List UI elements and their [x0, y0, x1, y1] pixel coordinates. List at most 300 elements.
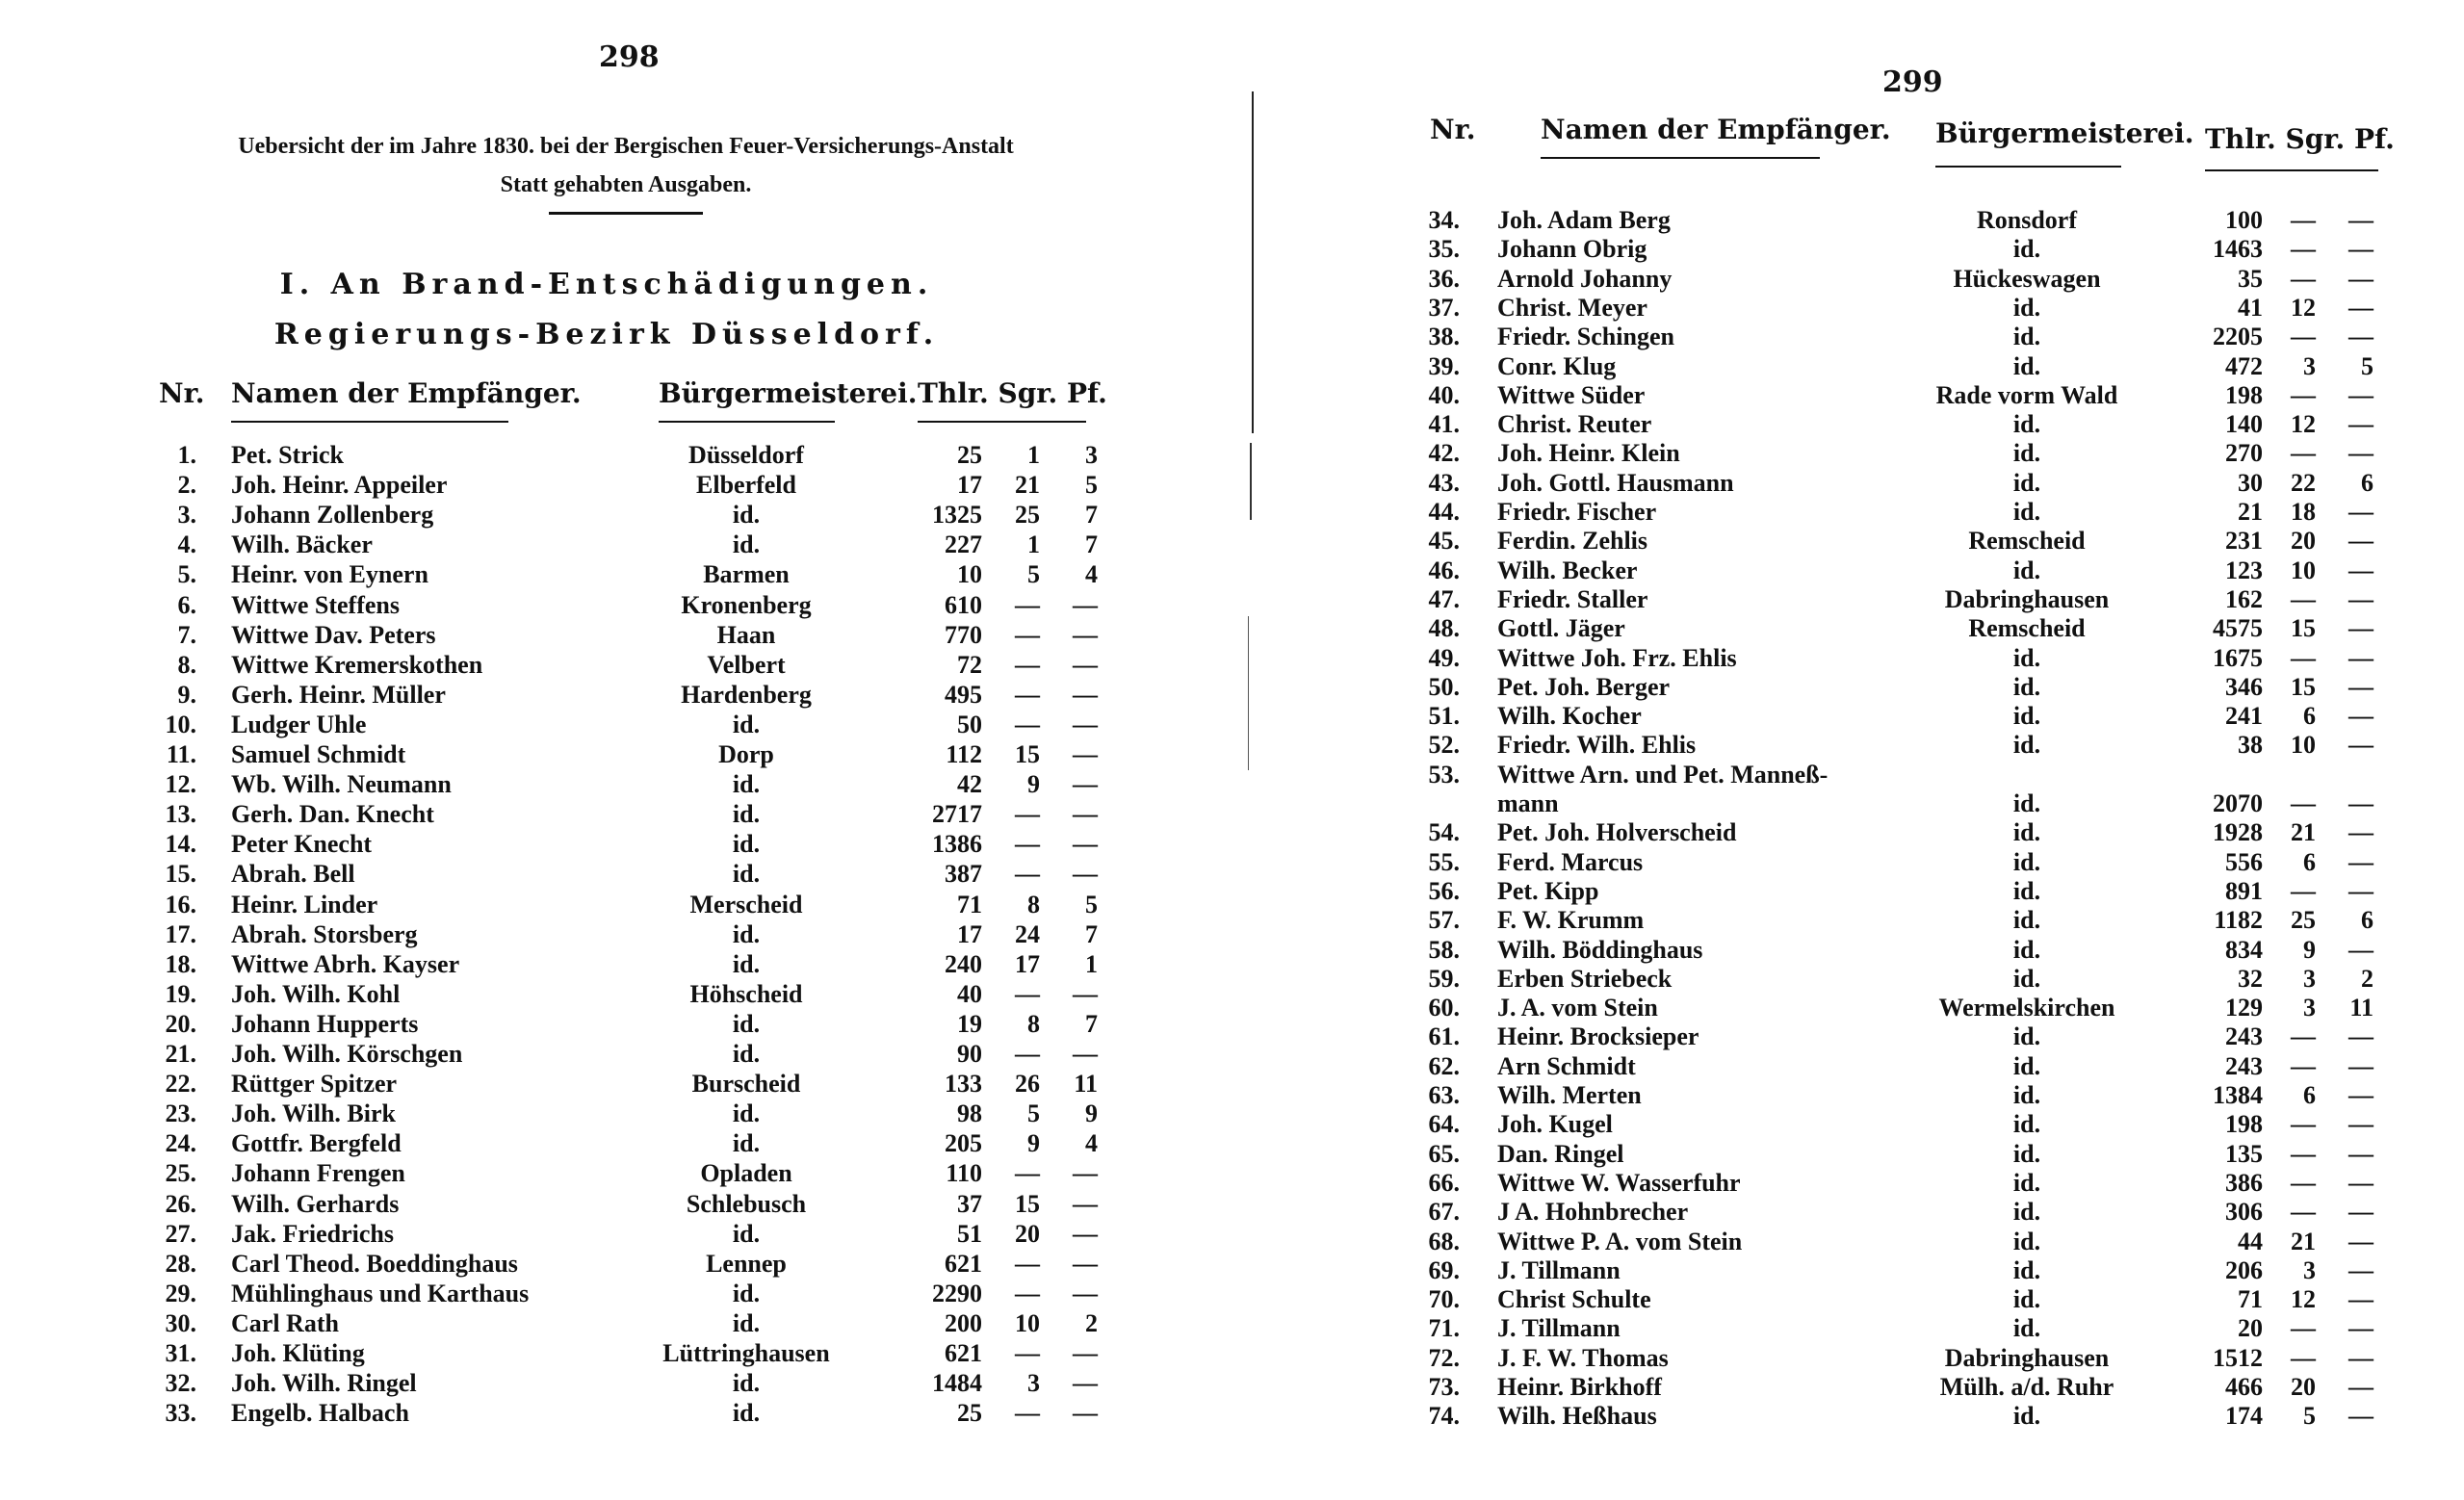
amount-silbergroschen: —	[2291, 1022, 2316, 1051]
municipality: id.	[732, 1219, 761, 1248]
municipality: Burscheid	[691, 1070, 801, 1099]
amount-silbergroschen: 12	[2291, 410, 2316, 439]
amount-silbergroschen: 26	[1015, 1070, 1040, 1099]
amount-pfennig: —	[2348, 1373, 2373, 1401]
amount-thaler: 205	[945, 1129, 982, 1158]
header-place: Bürgermeisterei.	[659, 377, 918, 409]
amount-silbergroschen: 8	[1027, 1009, 1040, 1038]
header-place-rule	[1935, 166, 2121, 168]
table-row	[1242, 1256, 2464, 1286]
municipality: Dorp	[718, 740, 774, 768]
amount-pfennig: —	[2348, 323, 2373, 351]
recipient-name: Wilh. Gerhards	[231, 1189, 400, 1218]
recipient-name: Arn Schmidt	[1497, 1051, 1636, 1080]
entry-number: 67.	[1428, 1198, 1460, 1227]
amount-pfennig: —	[1073, 590, 1098, 619]
recipient-name: Christ. Meyer	[1497, 293, 1647, 322]
recipient-name: Heinr. Brocksieper	[1497, 1022, 1699, 1051]
amount-pfennig: 9	[1085, 1099, 1098, 1128]
entry-number: 43.	[1428, 468, 1460, 497]
amount-silbergroschen: 17	[1015, 949, 1040, 978]
amount-thaler: 51	[957, 1219, 982, 1248]
amount-pfennig: —	[2348, 1051, 2373, 1080]
entry-number: 33.	[165, 1399, 196, 1428]
municipality: Wermelskirchen	[1938, 994, 2115, 1022]
table-row	[1242, 965, 2464, 995]
amount-pfennig: 11	[1074, 1070, 1098, 1099]
entry-number: 58.	[1428, 935, 1460, 964]
municipality: id.	[732, 949, 761, 978]
municipality: Elberfeld	[696, 471, 796, 500]
municipality: id.	[2012, 1081, 2041, 1109]
recipient-name: Pet. Joh. Berger	[1497, 672, 1671, 701]
table-row	[0, 471, 1213, 501]
table-row	[1242, 994, 2464, 1023]
amount-thaler: 30	[2238, 468, 2263, 497]
recipient-name: Johann Frengen	[231, 1159, 405, 1188]
recipient-name: Friedr. Fischer	[1497, 498, 1657, 526]
recipient-name: J. A. vom Stein	[1497, 994, 1658, 1022]
recipient-name: Wittwe Abrh. Kayser	[231, 949, 460, 978]
amount-silbergroschen: 10	[1015, 1308, 1040, 1337]
amount-pfennig: 7	[1085, 1009, 1098, 1038]
recipient-name: Wittwe Joh. Frz. Ehlis	[1497, 643, 1737, 672]
amount-thaler: 174	[2225, 1402, 2263, 1431]
recipient-name: Heinr. Birkhoff	[1497, 1373, 1662, 1401]
table-row	[1242, 381, 2464, 411]
table-row	[0, 1220, 1213, 1250]
entry-number: 15.	[165, 860, 196, 889]
entry-number: 59.	[1428, 964, 1460, 993]
amount-silbergroschen: —	[2291, 584, 2316, 613]
entry-number: 55.	[1428, 847, 1460, 876]
amount-thaler: 17	[957, 471, 982, 500]
amount-thaler: 241	[2225, 702, 2263, 731]
table-row	[0, 1040, 1213, 1070]
header-money-rule	[2205, 169, 2378, 171]
entry-number: 38.	[1428, 323, 1460, 351]
amount-thaler: 19	[957, 1009, 982, 1038]
amount-silbergroschen: —	[1015, 590, 1040, 619]
amount-silbergroschen: 20	[2291, 527, 2316, 556]
amount-pfennig: —	[2348, 556, 2373, 584]
table-row	[1242, 265, 2464, 295]
table-row	[0, 1129, 1213, 1159]
amount-silbergroschen: —	[1015, 1279, 1040, 1307]
entry-number: 27.	[165, 1219, 196, 1248]
amount-pfennig: —	[2348, 235, 2373, 264]
entry-number: 36.	[1428, 264, 1460, 293]
table-row	[0, 1339, 1213, 1369]
entry-number: 39.	[1428, 351, 1460, 380]
municipality: id.	[732, 501, 761, 530]
entry-number: 68.	[1428, 1227, 1460, 1255]
table-row	[1242, 1081, 2464, 1111]
municipality: id.	[2012, 1139, 2041, 1168]
table-row	[1242, 1140, 2464, 1170]
amount-thaler: 770	[945, 620, 982, 649]
recipient-name: J. F. W. Thomas	[1497, 1343, 1669, 1372]
amount-silbergroschen: 20	[1015, 1219, 1040, 1248]
amount-thaler: 17	[957, 919, 982, 948]
table-row	[0, 621, 1213, 651]
amount-silbergroschen: —	[1015, 1040, 1040, 1068]
section-heading: I. An Brand-Entschädigungen.	[279, 268, 934, 301]
entry-number: 32.	[165, 1369, 196, 1398]
table-row	[0, 1399, 1213, 1429]
amount-pfennig: 1	[1085, 949, 1098, 978]
entry-number: 24.	[165, 1129, 196, 1158]
municipality: Mülh. a/d. Ruhr	[1939, 1373, 2114, 1401]
entry-number: 1.	[177, 441, 196, 469]
recipient-name: Pet. Joh. Holverscheid	[1497, 818, 1737, 847]
amount-thaler: 2205	[2213, 323, 2263, 351]
amount-pfennig: —	[2348, 731, 2373, 760]
amount-silbergroschen: —	[2291, 1110, 2316, 1139]
municipality: id.	[2012, 935, 2041, 964]
header-money-rule	[918, 421, 1086, 423]
amount-silbergroschen: —	[2291, 439, 2316, 468]
municipality: Barmen	[703, 560, 790, 589]
table-row	[0, 441, 1213, 471]
recipient-name: Joh. Gottl. Hausmann	[1497, 468, 1734, 497]
table-row	[1242, 439, 2464, 469]
amount-pfennig: —	[2348, 380, 2373, 409]
amount-thaler: 42	[957, 770, 982, 799]
municipality: Höhscheid	[689, 979, 803, 1008]
table-row	[0, 1280, 1213, 1309]
amount-thaler: 495	[945, 680, 982, 709]
recipient-name: Wilh. Merten	[1497, 1081, 1642, 1109]
municipality: Remscheid	[1968, 527, 2086, 556]
recipient-name: Ferdin. Zehlis	[1497, 527, 1648, 556]
entry-number: 66.	[1428, 1168, 1460, 1197]
recipient-name: Wittwe Arn. und Pet. Manneß-	[1497, 760, 1829, 789]
amount-silbergroschen: 3	[2303, 964, 2316, 993]
municipality: id.	[2012, 556, 2041, 584]
entry-number: 28.	[165, 1249, 196, 1278]
amount-silbergroschen: 5	[1027, 1099, 1040, 1128]
table-row	[0, 591, 1213, 621]
amount-pfennig: —	[2348, 614, 2373, 643]
recipient-name: Jak. Friedrichs	[231, 1219, 394, 1248]
entry-number: 73.	[1428, 1373, 1460, 1401]
municipality: id.	[2012, 1227, 2041, 1255]
header-name: Namen der Empfänger.	[1541, 114, 1891, 145]
table-row	[1242, 1110, 2464, 1140]
amount-silbergroschen: —	[1015, 1399, 1040, 1428]
amount-thaler: 1325	[932, 501, 982, 530]
amount-thaler: 21	[2238, 498, 2263, 526]
municipality: id.	[2012, 1314, 2041, 1343]
amount-pfennig: —	[1073, 860, 1098, 889]
amount-pfennig: —	[2348, 1314, 2373, 1343]
amount-pfennig: —	[2348, 789, 2373, 817]
amount-silbergroschen: —	[2291, 1139, 2316, 1168]
right-page	[1242, 0, 2464, 1500]
municipality: id.	[2012, 643, 2041, 672]
amount-silbergroschen: 20	[2291, 1373, 2316, 1401]
amount-thaler: 72	[957, 650, 982, 679]
table-row	[1242, 206, 2464, 236]
municipality: Dabringhausen	[1944, 584, 2110, 613]
table-row	[0, 651, 1213, 681]
table-row	[0, 560, 1213, 590]
amount-silbergroschen: 15	[2291, 672, 2316, 701]
amount-thaler: 133	[945, 1070, 982, 1099]
amount-pfennig: —	[1073, 650, 1098, 679]
amount-pfennig: —	[1073, 680, 1098, 709]
amount-silbergroschen: —	[1015, 830, 1040, 859]
amount-thaler: 556	[2225, 847, 2263, 876]
recipient-name: Joh. Wilh. Kohl	[231, 979, 401, 1008]
municipality: id.	[2012, 498, 2041, 526]
amount-silbergroschen: 3	[2303, 351, 2316, 380]
header-place-rule	[659, 421, 835, 423]
municipality: id.	[2012, 702, 2041, 731]
municipality: id.	[2012, 1168, 2041, 1197]
entry-number: 52.	[1428, 731, 1460, 760]
recipient-name: Carl Rath	[231, 1308, 339, 1337]
amount-silbergroschen: 9	[2303, 935, 2316, 964]
entry-number: 37.	[1428, 293, 1460, 322]
recipient-name: Mühlinghaus und Karthaus	[231, 1279, 530, 1307]
recipient-name: Joh. Heinr. Appeiler	[231, 471, 448, 500]
municipality: id.	[2012, 847, 2041, 876]
amount-silbergroschen: —	[2291, 206, 2316, 234]
amount-thaler: 2717	[932, 800, 982, 829]
entry-number: 26.	[165, 1189, 196, 1218]
table-row	[0, 740, 1213, 770]
amount-pfennig: —	[1073, 800, 1098, 829]
amount-thaler: 25	[957, 441, 982, 469]
recipient-name: Wilh. Bäcker	[231, 530, 373, 559]
amount-pfennig: —	[1073, 740, 1098, 768]
amount-silbergroschen: 6	[2303, 847, 2316, 876]
amount-thaler: 1512	[2213, 1343, 2263, 1372]
entry-number: 44.	[1428, 498, 1460, 526]
amount-silbergroschen: —	[1015, 1339, 1040, 1367]
recipient-name: Heinr. von Eynern	[231, 560, 428, 589]
entry-number: 12.	[165, 770, 196, 799]
entry-number: 25.	[165, 1159, 196, 1188]
recipient-name: Joh. Adam Berg	[1497, 206, 1671, 234]
recipient-name: Joh. Heinr. Klein	[1497, 439, 1680, 468]
entry-number: 34.	[1428, 206, 1460, 234]
amount-thaler: 231	[2225, 527, 2263, 556]
amount-pfennig: 4	[1085, 560, 1098, 589]
table-row	[1242, 352, 2464, 382]
municipality: Remscheid	[1968, 614, 2086, 643]
amount-pfennig: —	[2348, 1343, 2373, 1372]
municipality: Hardenberg	[681, 680, 812, 709]
amount-thaler: 240	[945, 949, 982, 978]
recipient-name: Wilh. Kocher	[1497, 702, 1642, 731]
municipality: Velbert	[707, 650, 786, 679]
municipality: id.	[732, 710, 761, 738]
municipality: id.	[732, 1040, 761, 1068]
amount-silbergroschen: 21	[1015, 471, 1040, 500]
entry-number: 53.	[1428, 760, 1460, 789]
recipient-name: Gottfr. Bergfeld	[231, 1129, 402, 1158]
amount-pfennig: 11	[2349, 994, 2373, 1022]
municipality: id.	[2012, 672, 2041, 701]
entry-number: 31.	[165, 1339, 196, 1367]
entry-number: 5.	[177, 560, 196, 589]
amount-thaler: 610	[945, 590, 982, 619]
document-title-line2: Statt gehabten Ausgaben.	[500, 172, 752, 197]
municipality: id.	[2012, 235, 2041, 264]
amount-thaler: 243	[2225, 1051, 2263, 1080]
table-row	[0, 1099, 1213, 1129]
entry-number: 63.	[1428, 1081, 1460, 1109]
amount-silbergroschen: 8	[1027, 890, 1040, 918]
amount-thaler: 270	[2225, 439, 2263, 468]
recipient-name: Ferd. Marcus	[1497, 847, 1644, 876]
table-row	[1242, 731, 2464, 761]
table-row	[1242, 556, 2464, 586]
amount-pfennig: —	[2348, 876, 2373, 905]
recipient-name: J. Tillmann	[1497, 1314, 1621, 1343]
municipality: Rade vorm Wald	[1935, 380, 2118, 409]
table-row	[0, 860, 1213, 890]
amount-silbergroschen: 10	[2291, 556, 2316, 584]
amount-thaler: 1928	[2213, 818, 2263, 847]
entry-number: 48.	[1428, 614, 1460, 643]
municipality: id.	[2012, 293, 2041, 322]
amount-thaler: 50	[957, 710, 982, 738]
table-row	[1242, 1169, 2464, 1199]
amount-silbergroschen: 24	[1015, 919, 1040, 948]
amount-pfennig: —	[2348, 643, 2373, 672]
table-row	[1242, 877, 2464, 907]
amount-silbergroschen: 3	[2303, 1255, 2316, 1284]
entry-number: 54.	[1428, 818, 1460, 847]
recipient-name: Conr. Klug	[1497, 351, 1617, 380]
recipient-name: Joh. Kugel	[1497, 1110, 1613, 1139]
amount-pfennig: —	[1073, 1249, 1098, 1278]
municipality: id.	[732, 1129, 761, 1158]
amount-pfennig: 6	[2361, 906, 2373, 935]
amount-thaler: 71	[957, 890, 982, 918]
municipality: id.	[732, 1279, 761, 1307]
entry-number: 51.	[1428, 702, 1460, 731]
amount-thaler: 112	[946, 740, 982, 768]
table-row	[1242, 818, 2464, 848]
municipality: id.	[732, 800, 761, 829]
recipient-name: Dan. Ringel	[1497, 1139, 1624, 1168]
entry-number: 8.	[177, 650, 196, 679]
amount-pfennig: —	[1073, 1279, 1098, 1307]
amount-pfennig: —	[1073, 830, 1098, 859]
municipality: id.	[2012, 1022, 2041, 1051]
amount-thaler: 98	[957, 1099, 982, 1128]
amount-pfennig: 7	[1085, 530, 1098, 559]
recipient-name: Samuel Schmidt	[231, 740, 406, 768]
entry-number: 3.	[177, 501, 196, 530]
municipality: Opladen	[700, 1159, 792, 1188]
recipient-name: Wittwe Kremerskothen	[231, 650, 483, 679]
amount-pfennig: —	[1073, 770, 1098, 799]
table-row	[0, 980, 1213, 1010]
municipality: Hückeswagen	[1953, 264, 2101, 293]
header-name-rule	[1541, 157, 1820, 159]
table-row	[0, 711, 1213, 740]
header-money: Thlr. Sgr. Pf.	[2205, 123, 2395, 155]
amount-pfennig: —	[1073, 979, 1098, 1008]
amount-thaler: 1384	[2213, 1081, 2263, 1109]
table-row	[0, 800, 1213, 830]
amount-silbergroschen: 15	[2291, 614, 2316, 643]
municipality: Kronenberg	[681, 590, 812, 619]
amount-silbergroschen: —	[2291, 1343, 2316, 1372]
amount-pfennig: —	[2348, 1402, 2373, 1431]
amount-pfennig: —	[2348, 1255, 2373, 1284]
amount-silbergroschen: 21	[2291, 1227, 2316, 1255]
municipality: id.	[732, 1099, 761, 1128]
amount-pfennig: —	[2348, 1198, 2373, 1227]
amount-thaler: 71	[2238, 1285, 2263, 1314]
entry-number: 17.	[165, 919, 196, 948]
amount-silbergroschen: 15	[1015, 1189, 1040, 1218]
recipient-name: Wilh. Böddinghaus	[1497, 935, 1703, 964]
amount-thaler: 1463	[2213, 235, 2263, 264]
amount-pfennig: —	[2348, 293, 2373, 322]
amount-pfennig: 5	[2361, 351, 2373, 380]
recipient-name: Joh. Wilh. Birk	[231, 1099, 396, 1128]
municipality: id.	[2012, 1051, 2041, 1080]
amount-silbergroschen: —	[2291, 643, 2316, 672]
table-row	[1242, 469, 2464, 499]
entry-number: 41.	[1428, 410, 1460, 439]
amount-thaler: 4575	[2213, 614, 2263, 643]
recipient-name: J. Tillmann	[1497, 1255, 1621, 1284]
amount-silbergroschen: —	[2291, 264, 2316, 293]
entry-number: 30.	[165, 1308, 196, 1337]
amount-pfennig: 2	[1085, 1308, 1098, 1337]
header-nr: Nr.	[159, 377, 205, 409]
recipient-name: Wittwe Süder	[1497, 380, 1646, 409]
amount-silbergroschen: 9	[1027, 1129, 1040, 1158]
amount-thaler: 1182	[2214, 906, 2263, 935]
amount-pfennig: 7	[1085, 501, 1098, 530]
entry-number: 46.	[1428, 556, 1460, 584]
header-name-rule	[231, 421, 508, 423]
recipient-name: Peter Knecht	[231, 830, 373, 859]
amount-pfennig: —	[2348, 498, 2373, 526]
table-row	[1242, 702, 2464, 732]
amount-thaler: 1675	[2213, 643, 2263, 672]
amount-pfennig: —	[2348, 1227, 2373, 1255]
recipient-name: Christ Schulte	[1497, 1285, 1651, 1314]
district-heading: Regierungs-Bezirk Düsseldorf.	[273, 318, 940, 351]
amount-silbergroschen: —	[2291, 1051, 2316, 1080]
recipient-name: Abrah. Bell	[231, 860, 355, 889]
municipality: Lüttringhausen	[662, 1339, 830, 1367]
recipient-name: Johann Obrig	[1497, 235, 1647, 264]
amount-silbergroschen: 10	[2291, 731, 2316, 760]
amount-thaler: 472	[2225, 351, 2263, 380]
table-row	[0, 1159, 1213, 1189]
amount-pfennig: 3	[1085, 441, 1098, 469]
amount-pfennig: —	[2348, 1022, 2373, 1051]
amount-thaler: 90	[957, 1040, 982, 1068]
municipality: id.	[2012, 876, 2041, 905]
table-row	[1242, 1314, 2464, 1344]
table-row	[0, 530, 1213, 560]
recipient-name: Wittwe Dav. Peters	[231, 620, 436, 649]
amount-pfennig: —	[2348, 1110, 2373, 1139]
